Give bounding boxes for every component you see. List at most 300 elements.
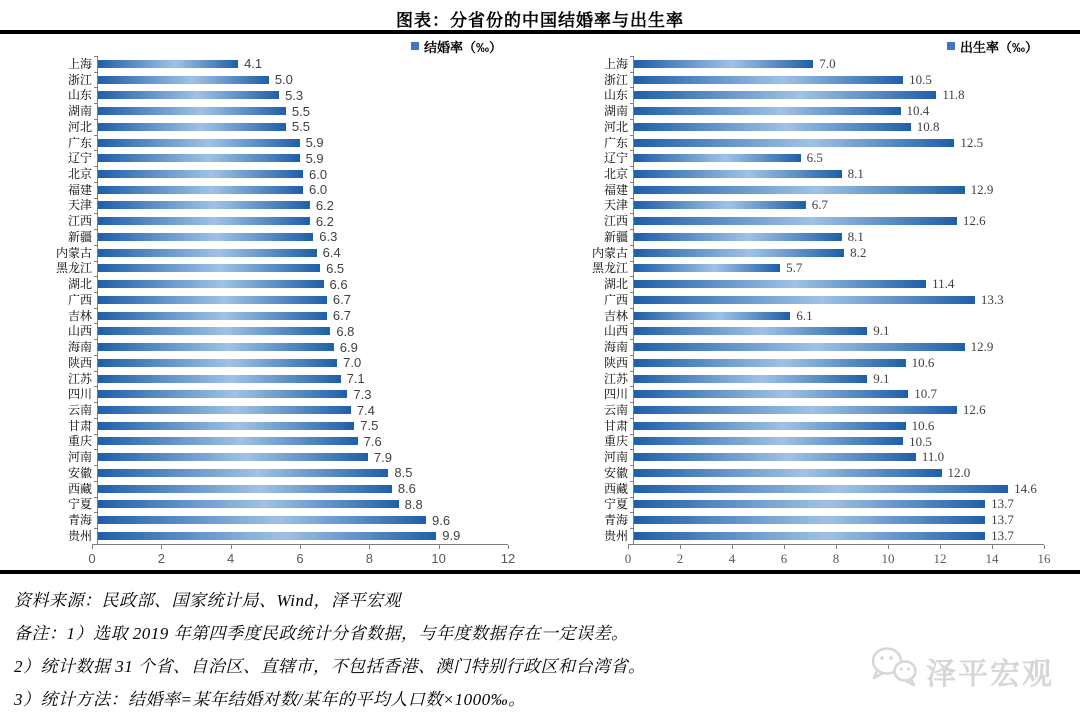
axis-spacer: [570, 544, 628, 570]
x-tick-label: 12: [933, 551, 947, 566]
value-label: 6.0: [309, 166, 328, 182]
category-label: 河北: [603, 119, 628, 134]
bar: [98, 437, 358, 445]
bar-row: [570, 481, 1044, 497]
value-label: 6.8: [336, 323, 355, 339]
bar: [634, 139, 954, 147]
x-tick-label: 0: [88, 551, 96, 566]
category-label: 甘肃: [67, 418, 92, 433]
category-label: 黑龙江: [55, 261, 92, 276]
x-tick-mark: [92, 545, 93, 549]
value-label: 6.6: [329, 276, 348, 292]
value-label: 6.3: [319, 229, 338, 245]
category-label: 上海: [603, 56, 628, 71]
bar-row: [34, 512, 508, 528]
category-label: 重庆: [67, 434, 92, 449]
bar: [634, 264, 780, 272]
bar: [98, 485, 392, 493]
bar-row: [570, 512, 1044, 528]
bar: [98, 296, 327, 304]
bar-track: [633, 87, 1044, 103]
x-tick-mark: [628, 545, 629, 549]
legend-label: 出生率（‰）: [959, 39, 1038, 55]
bar-track: [97, 418, 508, 434]
x-tick-label: 16: [1037, 551, 1051, 566]
x-tick-label: 6: [780, 551, 788, 566]
bar-row: [570, 323, 1044, 339]
value-label: 12.6: [962, 402, 986, 418]
category-label: 天津: [603, 198, 628, 213]
bar-track: [633, 182, 1044, 198]
bar: [98, 406, 351, 414]
bar: [98, 233, 313, 241]
category-label: 西藏: [603, 481, 628, 496]
birth-rate-chart: [570, 36, 1051, 570]
bar: [98, 123, 286, 131]
bar: [634, 91, 936, 99]
value-label: 10.5: [909, 433, 932, 449]
value-label: 7.5: [360, 418, 379, 434]
bar: [98, 60, 238, 68]
x-tick-mark: [508, 545, 509, 549]
category-label: 重庆: [603, 434, 628, 449]
bar: [98, 532, 436, 540]
bar-row: [34, 465, 508, 481]
category-label: 陕西: [67, 355, 92, 370]
category-label: 黑龙江: [591, 261, 628, 276]
bar: [98, 359, 337, 367]
value-label: 6.0: [309, 182, 328, 198]
bar-row: [570, 449, 1044, 465]
value-label: 10.6: [911, 354, 935, 370]
bar-row: [34, 245, 508, 261]
bar-track: [97, 182, 508, 198]
value-label: 11.4: [932, 276, 955, 292]
bar-track: [633, 512, 1044, 528]
bar: [98, 280, 324, 288]
value-label: 6.2: [315, 197, 334, 213]
category-label: 辽宁: [603, 151, 628, 166]
bar-track: [97, 402, 508, 418]
bar-track: [633, 166, 1044, 182]
bar: [98, 91, 279, 99]
value-label: 7.6: [363, 433, 382, 449]
x-tick-label: 12: [500, 551, 516, 566]
category-label: 湖北: [603, 277, 628, 292]
legend-marker-icon: [411, 42, 419, 50]
x-tick-mark: [1044, 545, 1045, 549]
category-label: 湖南: [603, 104, 628, 119]
bar-row: [570, 72, 1044, 88]
bar: [98, 327, 330, 335]
x-tick-mark: [680, 545, 681, 549]
bar-row: [34, 72, 508, 88]
category-label: 山东: [603, 88, 628, 103]
bar-row: [34, 150, 508, 166]
value-label: 8.8: [404, 496, 423, 512]
bar-row: [570, 56, 1044, 72]
marriage-rate-chart: [34, 36, 516, 570]
bar-track: [633, 229, 1044, 245]
bar-row: [570, 261, 1044, 277]
bar: [98, 500, 399, 508]
bar-track: [633, 261, 1044, 277]
value-label: 4.1: [244, 56, 263, 72]
bar-track: [97, 481, 508, 497]
bar: [98, 390, 347, 398]
value-label: 8.5: [394, 465, 413, 481]
category-label: 上海: [67, 56, 92, 71]
bar-row: [34, 449, 508, 465]
bar: [98, 249, 317, 257]
bar-track: [97, 497, 508, 513]
value-label: 11.0: [921, 449, 945, 465]
bar: [634, 186, 965, 194]
bar: [98, 343, 334, 351]
bar: [634, 469, 942, 477]
bar-track: [633, 119, 1044, 135]
value-label: 12.5: [960, 134, 984, 150]
bar-row: [34, 198, 508, 214]
bar-rows: [570, 56, 1044, 544]
value-label: 12.9: [970, 181, 994, 197]
value-label: 11.8: [942, 87, 965, 103]
legend-label: 结婚率（‰）: [423, 39, 502, 55]
bar: [634, 76, 903, 84]
value-label: 8.1: [847, 228, 864, 244]
bar: [634, 123, 911, 131]
watermark: [867, 644, 1054, 698]
bar: [98, 139, 300, 147]
bar-row: [570, 339, 1044, 355]
bar-row: [34, 386, 508, 402]
bar-row: [570, 292, 1044, 308]
x-tick-mark: [439, 545, 440, 549]
category-label: 西藏: [67, 481, 92, 496]
bar-track: [97, 386, 508, 402]
category-label: 辽宁: [67, 151, 92, 166]
bar-rows: [34, 56, 508, 544]
axis-spacer: [34, 544, 92, 570]
bar-row: [34, 323, 508, 339]
bar: [634, 60, 813, 68]
x-tick-mark: [784, 545, 785, 549]
category-label: 新疆: [67, 229, 92, 244]
bar-track: [633, 56, 1044, 72]
bar: [98, 201, 310, 209]
category-label: 新疆: [603, 229, 628, 244]
bar-row: [570, 245, 1044, 261]
value-label: 7.0: [343, 355, 362, 371]
value-label: 5.7: [786, 260, 803, 276]
x-tick-mark: [161, 545, 162, 549]
category-label: 浙江: [603, 72, 628, 87]
watermark-text: 泽平宏观: [926, 658, 1054, 691]
bar-row: [34, 182, 508, 198]
x-tick-label: 6: [296, 551, 304, 566]
bar: [98, 375, 341, 383]
value-label: 9.1: [873, 323, 890, 339]
value-label: 10.6: [911, 417, 935, 433]
value-label: 10.8: [916, 118, 940, 134]
bar-row: [570, 418, 1044, 434]
x-tick-label: 10: [431, 551, 446, 566]
x-tick-label: 2: [157, 551, 165, 566]
charts-row: [0, 36, 1080, 570]
category-label: 云南: [67, 403, 92, 418]
x-tick-label: 8: [365, 551, 373, 566]
x-axis: [34, 544, 516, 570]
bar-row: [34, 229, 508, 245]
category-label: 四川: [67, 387, 92, 402]
bar-track: [633, 355, 1044, 371]
x-tick-mark: [940, 545, 941, 549]
category-label: 江西: [603, 214, 628, 229]
note-line-1: 备注：1）选取 2019 年第四季度民政统计分省数据，与年度数据存在一定误差。: [14, 624, 629, 643]
value-label: 12.6: [962, 213, 986, 229]
bar-row: [34, 119, 508, 135]
bar-track: [97, 355, 508, 371]
bar-track: [97, 87, 508, 103]
category-label: 四川: [603, 387, 628, 402]
x-tick-label: 8: [832, 551, 840, 566]
bar-track: [633, 418, 1044, 434]
x-tick-mark: [888, 545, 889, 549]
x-tick-mark: [300, 545, 301, 549]
bar: [634, 437, 903, 445]
bar-track: [97, 292, 508, 308]
value-label: 9.6: [432, 512, 451, 528]
bar: [634, 170, 842, 178]
bar-track: [97, 339, 508, 355]
bar-row: [570, 229, 1044, 245]
value-label: 9.9: [442, 528, 461, 544]
category-label: 海南: [603, 340, 628, 355]
bar: [634, 233, 842, 241]
category-label: 河南: [67, 450, 92, 465]
bar-track: [633, 245, 1044, 261]
category-label: 青海: [603, 513, 628, 528]
bar-row: [34, 103, 508, 119]
plot-area-birth: [570, 55, 1051, 570]
bar-track: [97, 323, 508, 339]
bar-track: [633, 339, 1044, 355]
x-tick-label: 4: [227, 551, 235, 566]
bar-row: [34, 87, 508, 103]
bar-track: [633, 386, 1044, 402]
bar: [634, 201, 806, 209]
category-label: 湖南: [67, 104, 92, 119]
value-label: 5.9: [305, 150, 324, 166]
value-label: 12.0: [947, 464, 971, 480]
value-label: 10.4: [906, 103, 930, 119]
category-label: 宁夏: [603, 497, 628, 512]
x-tick-label: 4: [728, 551, 736, 566]
value-label: 7.3: [353, 386, 372, 402]
bar-row: [570, 371, 1044, 387]
bar-track: [97, 56, 508, 72]
category-label: 江苏: [67, 371, 92, 386]
bar-track: [633, 449, 1044, 465]
bar-track: [97, 103, 508, 119]
category-label: 宁夏: [67, 497, 92, 512]
value-label: 6.5: [806, 150, 823, 166]
category-label: 浙江: [67, 72, 92, 87]
bar-track: [97, 371, 508, 387]
bar: [98, 453, 368, 461]
value-label: 10.5: [909, 71, 932, 87]
bar-track: [633, 308, 1044, 324]
axis-line: [88, 544, 516, 570]
bar-track: [97, 119, 508, 135]
bar: [98, 170, 303, 178]
category-label: 甘肃: [603, 418, 628, 433]
bar: [98, 516, 426, 524]
axis-line: [624, 544, 1051, 570]
category-label: 广东: [67, 135, 92, 150]
bar: [634, 375, 867, 383]
bar-row: [570, 166, 1044, 182]
value-label: 13.7: [991, 496, 1014, 512]
bar-row: [34, 402, 508, 418]
value-label: 5.5: [291, 103, 310, 119]
bar-track: [633, 213, 1044, 229]
value-label: 5.3: [285, 87, 304, 103]
x-tick-label: 14: [985, 551, 999, 566]
value-label: 7.0: [819, 55, 836, 71]
value-label: 6.7: [332, 292, 351, 308]
bar-track: [633, 72, 1044, 88]
value-label: 6.7: [811, 197, 828, 213]
bar: [634, 327, 867, 335]
bar: [634, 296, 975, 304]
bar-track: [97, 198, 508, 214]
bar-row: [570, 213, 1044, 229]
bar: [634, 422, 906, 430]
bar: [634, 280, 926, 288]
category-label: 北京: [603, 167, 628, 181]
bar-row: [34, 135, 508, 151]
category-label: 山西: [67, 324, 92, 339]
bar-track: [633, 276, 1044, 292]
category-label: 福建: [67, 182, 92, 197]
bar-track: [97, 276, 508, 292]
bar-track: [97, 308, 508, 324]
value-label: 10.7: [914, 386, 937, 402]
value-label: 6.2: [315, 213, 334, 229]
bar: [634, 532, 985, 540]
bar-track: [97, 261, 508, 277]
bar-row: [570, 528, 1044, 544]
category-label: 河南: [603, 450, 628, 465]
value-label: 9.1: [873, 370, 890, 386]
bar-row: [570, 386, 1044, 402]
x-tick-mark: [732, 545, 733, 549]
bar-track: [97, 72, 508, 88]
value-label: 8.1: [847, 166, 864, 182]
value-label: 8.6: [397, 481, 416, 497]
bar-row: [570, 497, 1044, 513]
category-label: 山东: [67, 88, 92, 103]
bar-row: [34, 355, 508, 371]
category-label: 江西: [67, 214, 92, 229]
bar-track: [97, 166, 508, 182]
wechat-logo-icon: [867, 644, 921, 698]
bar-track: [633, 292, 1044, 308]
note-line-2: 2）统计数据 31 个省、自治区、直辖市，不包括香港、澳门特别行政区和台湾省。: [14, 657, 646, 676]
bar-track: [633, 150, 1044, 166]
bar-track: [633, 481, 1044, 497]
bar-track: [97, 512, 508, 528]
category-label: 贵州: [603, 528, 628, 543]
bar-row: [34, 292, 508, 308]
x-tick-label: 10: [881, 551, 895, 566]
bar-track: [633, 528, 1044, 544]
bar-row: [570, 402, 1044, 418]
bar-track: [97, 449, 508, 465]
bar-row: [570, 308, 1044, 324]
value-label: 14.6: [1014, 480, 1037, 496]
bar-row: [570, 103, 1044, 119]
bar-track: [97, 434, 508, 450]
category-label: 吉林: [67, 308, 92, 323]
bar: [98, 186, 303, 194]
legend-marriage-rate: [34, 36, 508, 56]
category-label: 安徽: [67, 465, 92, 480]
category-label: 江苏: [603, 371, 628, 386]
bar-row: [570, 355, 1044, 371]
value-label: 5.5: [291, 119, 310, 135]
x-tick-mark: [231, 545, 232, 549]
bar-track: [633, 103, 1044, 119]
bar-row: [34, 371, 508, 387]
category-label: 天津: [67, 198, 92, 213]
value-label: 8.2: [850, 244, 867, 260]
bar: [98, 469, 388, 477]
category-label: 福建: [603, 182, 628, 197]
bar-track: [633, 465, 1044, 481]
category-label: 山西: [603, 324, 628, 339]
legend-marker-icon: [947, 42, 955, 50]
bar: [98, 107, 286, 115]
bar: [634, 500, 985, 508]
value-label: 7.4: [356, 402, 375, 418]
bar-row: [570, 198, 1044, 214]
bar: [98, 154, 300, 162]
bar: [634, 107, 901, 115]
category-label: 青海: [67, 513, 92, 528]
value-label: 6.9: [339, 339, 358, 355]
bar-row: [34, 166, 508, 182]
bar-row: [34, 308, 508, 324]
category-label: 陕西: [603, 355, 628, 370]
category-label: 海南: [67, 340, 92, 355]
value-label: 13.7: [991, 512, 1014, 528]
category-label: 贵州: [67, 528, 92, 543]
value-label: 12.9: [970, 339, 994, 355]
bar-row: [34, 481, 508, 497]
bar-row: [570, 150, 1044, 166]
value-label: 13.3: [980, 291, 1004, 307]
x-tick-label: 2: [676, 551, 684, 566]
bar-track: [97, 135, 508, 151]
x-tick-mark: [836, 545, 837, 549]
bar: [634, 312, 790, 320]
bar: [98, 76, 269, 84]
category-label: 河北: [67, 119, 92, 134]
value-label: 6.7: [332, 308, 351, 324]
bar: [634, 217, 957, 225]
